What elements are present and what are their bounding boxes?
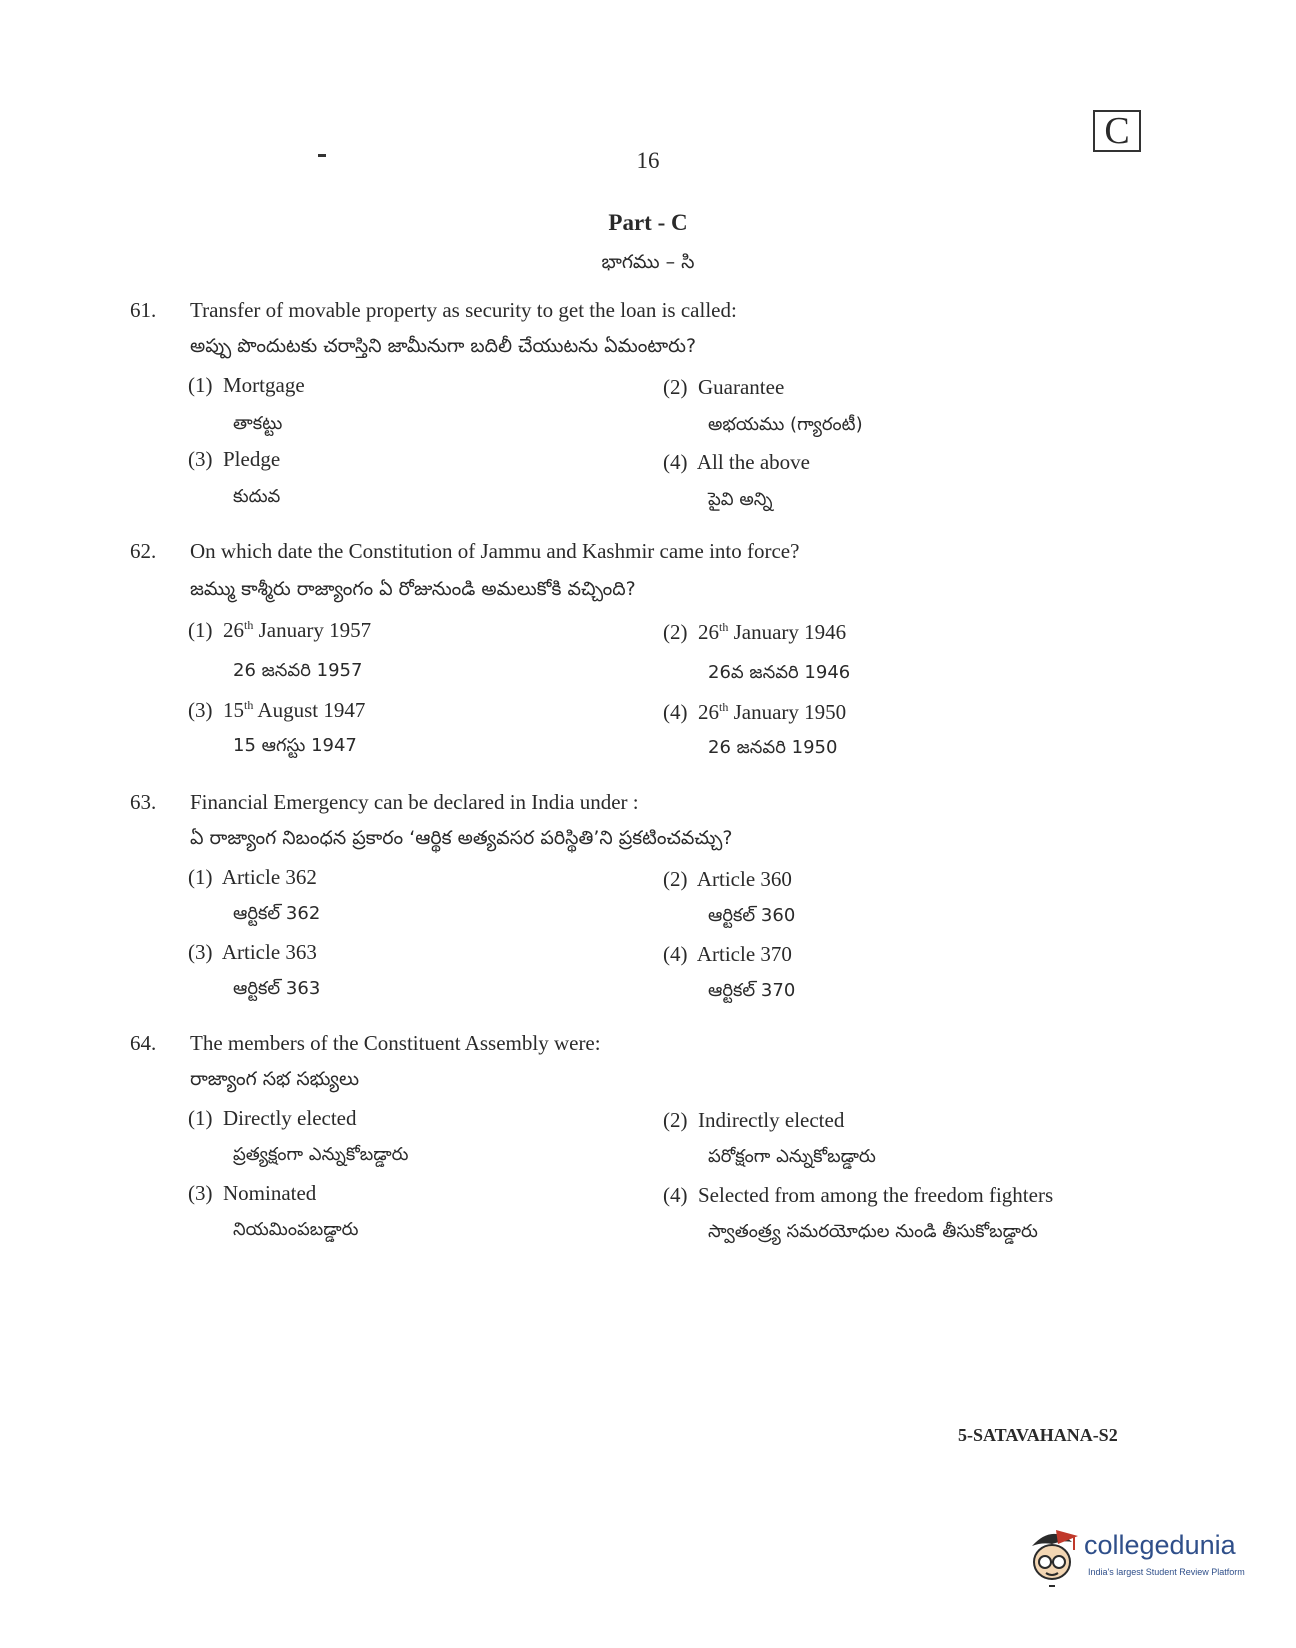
option-4-telugu: పైవి అన్ని — [708, 489, 773, 510]
option-ordinal: th — [719, 620, 729, 634]
option-2-telugu: అభయము (గ్యారంటీ) — [708, 414, 863, 435]
option-3 — [188, 1181, 316, 1206]
option-day: 26 — [698, 620, 719, 644]
option-day: 26 — [223, 618, 244, 642]
option-text: Article 362 — [221, 865, 317, 889]
option-3-telugu: కుదువ — [233, 486, 281, 507]
option-number: (2) — [663, 620, 688, 644]
option-number: (4) — [663, 700, 688, 724]
option-number: (1) — [188, 373, 213, 397]
question-text: On which date the Constitution of Jammu and Kashmir came into force? — [190, 539, 800, 563]
option-4-telugu: స్వాతంత్ర్య సమరయోధుల నుండి తీసుకోబడ్డారు — [708, 1221, 1038, 1242]
logo-wordmark: collegedunia — [1084, 1530, 1236, 1560]
option-number: (1) — [188, 618, 213, 642]
option-3-telugu: 15 ఆగస్టు 1947 — [233, 735, 357, 756]
student-mascot-icon — [1022, 1524, 1082, 1592]
option-ordinal: th — [719, 700, 729, 714]
question-text: The members of the Constituent Assembly were: — [190, 1031, 601, 1055]
option-text: Article 370 — [696, 942, 792, 966]
option-text: Pledge — [223, 447, 281, 471]
option-text: Guarantee — [698, 375, 785, 399]
option-3-telugu: ఆర్టికల్ 363 — [233, 978, 321, 999]
option-text: January 1946 — [728, 620, 847, 644]
question-number: 63. — [130, 790, 157, 814]
question-text-telugu: అప్పు పొందుటకు చరాస్తిని జామీనుగా బదిలీ చేయుటను ఏమంటారు? — [190, 335, 697, 357]
option-1 — [188, 618, 371, 643]
option-text: January 1957 — [253, 618, 372, 642]
option-1-telugu: 26 జనవరి 1957 — [233, 660, 363, 681]
option-number: (2) — [663, 375, 688, 399]
option-1 — [188, 373, 305, 398]
option-1 — [188, 865, 317, 890]
option-4 — [663, 700, 846, 725]
paper-code-box: C — [1093, 110, 1141, 152]
option-number: (2) — [663, 867, 688, 891]
option-1-telugu: ఆర్టికల్ 362 — [233, 903, 321, 924]
part-title: Part - C — [608, 210, 688, 235]
option-2-telugu: 26వ జనవరి 1946 — [708, 662, 851, 683]
option-number: (1) — [188, 865, 213, 889]
option-number: (3) — [188, 1181, 213, 1205]
option-text: Selected from among the freedom fighters — [698, 1183, 1054, 1207]
option-2 — [663, 375, 784, 400]
option-3 — [188, 447, 280, 472]
question-text-telugu: ఏ రాజ్యాంగ నిబంధన ప్రకారం ‘ఆర్థిక అత్యవసర పరిస్థితి’ని ప్రకటించవచ్చు? — [190, 827, 733, 849]
option-text: Article 360 — [696, 867, 792, 891]
question-number: 62. — [130, 539, 157, 563]
logo-tagline: India's largest Student Review Platform — [1088, 1567, 1245, 1577]
question-text: Financial Emergency can be declared in India under : — [190, 790, 639, 814]
part-title-telugu: భాగము – సి — [601, 251, 695, 273]
option-number: (1) — [188, 1106, 213, 1130]
booklet-code: 5-SATAVAHANA-S2 — [958, 1425, 1118, 1445]
option-ordinal: th — [244, 698, 254, 712]
question-number: 61. — [130, 298, 157, 322]
option-number: (4) — [663, 450, 688, 474]
option-text: August 1947 — [253, 698, 366, 722]
option-3 — [188, 940, 317, 965]
option-text: Article 363 — [221, 940, 317, 964]
option-1 — [188, 1106, 357, 1131]
option-number: (2) — [663, 1108, 688, 1132]
question-text-telugu: జమ్ము కాశ్మీరు రాజ్యాంగం ఏ రోజునుండి అమలుకోకి వచ్చింది? — [190, 578, 636, 600]
option-3-telugu: నియమింపబడ్డారు — [233, 1219, 359, 1240]
option-2-telugu: ఆర్టికల్ 360 — [708, 905, 796, 926]
option-4-telugu: 26 జనవరి 1950 — [708, 737, 838, 758]
option-2 — [663, 867, 792, 892]
option-4-telugu: ఆర్టికల్ 370 — [708, 980, 796, 1001]
option-text: Indirectly elected — [698, 1108, 845, 1132]
option-number: (4) — [663, 1183, 688, 1207]
question-text: Transfer of movable property as security to get the loan is called: — [190, 298, 737, 322]
option-number: (3) — [188, 447, 213, 471]
option-number: (3) — [188, 940, 213, 964]
option-day: 26 — [698, 700, 719, 724]
option-1-telugu: ప్రత్యక్షంగా ఎన్నుకోబడ్డారు — [233, 1144, 409, 1165]
option-text: Nominated — [223, 1181, 317, 1205]
option-4 — [663, 450, 810, 475]
option-text: Directly elected — [223, 1106, 357, 1130]
question-text-telugu: రాజ్యాంగ సభ సభ్యులు — [190, 1068, 360, 1090]
option-day: 15 — [223, 698, 244, 722]
page-number: 16 — [636, 148, 660, 173]
option-text: All the above — [696, 450, 810, 474]
option-number: (3) — [188, 698, 213, 722]
option-1-telugu: తాకట్టు — [233, 413, 283, 434]
option-4 — [663, 1183, 1053, 1208]
option-4 — [663, 942, 792, 967]
option-ordinal: th — [244, 618, 254, 632]
option-text: Mortgage — [223, 373, 305, 397]
option-3 — [188, 698, 365, 723]
option-2 — [663, 1108, 844, 1133]
question-number: 64. — [130, 1031, 157, 1055]
option-2-telugu: పరోక్షంగా ఎన్నుకోబడ్డారు — [708, 1146, 876, 1167]
option-2 — [663, 620, 846, 645]
option-text: January 1950 — [728, 700, 847, 724]
option-number: (4) — [663, 942, 688, 966]
